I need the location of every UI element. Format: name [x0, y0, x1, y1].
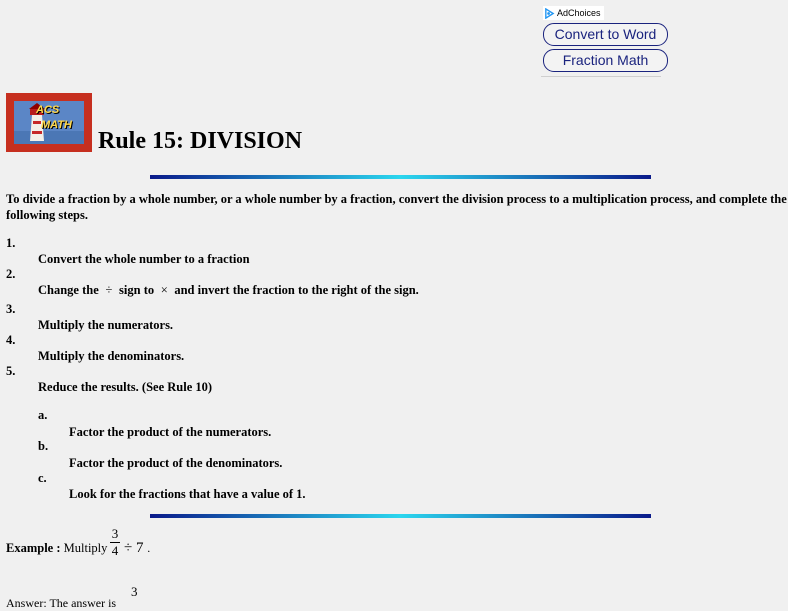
step-2-part-b: sign to [119, 283, 155, 297]
example-label: Example : [6, 541, 61, 555]
step-number-1: 1. [6, 236, 16, 250]
bottom-divider [150, 514, 651, 518]
logo-text-line2: MATH [41, 119, 72, 131]
logo-text-line1: ACS [36, 104, 60, 116]
convert-to-word-button[interactable]: Convert to Word [543, 23, 668, 46]
substep-label-a: a. [38, 408, 48, 422]
step-text-3: Multiply the numerators. [38, 318, 174, 332]
step-text-1: Convert the whole number to a fraction [38, 252, 250, 266]
answer-partial-line: Answer: The answer is [6, 596, 117, 610]
step-text-4: Multiply the denominators. [38, 349, 185, 363]
substep-text-b: Factor the product of the denominators. [69, 456, 283, 470]
substep-text-c: Look for the fractions that have a value of 1. [69, 487, 306, 501]
multiply-symbol-icon: × [160, 283, 168, 297]
step-number-3: 3. [6, 302, 16, 316]
step-text-2 [38, 283, 419, 298]
adchoices-label: AdChoices [557, 8, 601, 18]
example-whole-number: 7 [135, 540, 144, 556]
example-line [6, 541, 107, 556]
step-text-5: Reduce the results. (See Rule 10) [38, 380, 213, 394]
answer-numerator: 3 [131, 584, 138, 599]
substep-text-a: Factor the product of the numerators. [69, 425, 272, 439]
example-denominator: 4 [111, 543, 119, 558]
example-expression [124, 540, 150, 557]
step-2-part-c: and invert the fraction to the right of the sign. [174, 283, 419, 297]
adchoices-icon [544, 8, 555, 19]
top-divider [150, 175, 651, 179]
example-operator: ÷ [124, 540, 133, 556]
page-title: Rule 15: DIVISION [98, 128, 303, 154]
logo-image [14, 101, 84, 144]
step-number-5: 5. [6, 364, 16, 378]
intro-paragraph: To divide a fraction by a whole number, or a whole number by a fraction, convert the division process to a multiplication process, and complete the following steps. [6, 192, 787, 222]
step-number-2: 2. [6, 267, 16, 281]
step-2-part-a: Change the [38, 283, 99, 297]
step-number-4: 4. [6, 333, 16, 347]
substep-label-c: c. [38, 471, 47, 485]
ad-divider [541, 76, 661, 77]
substep-label-b: b. [38, 439, 49, 453]
fraction-math-button[interactable]: Fraction Math [543, 49, 668, 72]
site-logo[interactable] [6, 93, 92, 152]
adchoices-link[interactable] [543, 6, 604, 20]
example-period: . [147, 541, 151, 555]
example-text: Multiply [63, 541, 108, 555]
example-numerator: 3 [111, 526, 119, 541]
divide-symbol-icon: ÷ [105, 283, 113, 297]
example-fraction [110, 527, 120, 558]
